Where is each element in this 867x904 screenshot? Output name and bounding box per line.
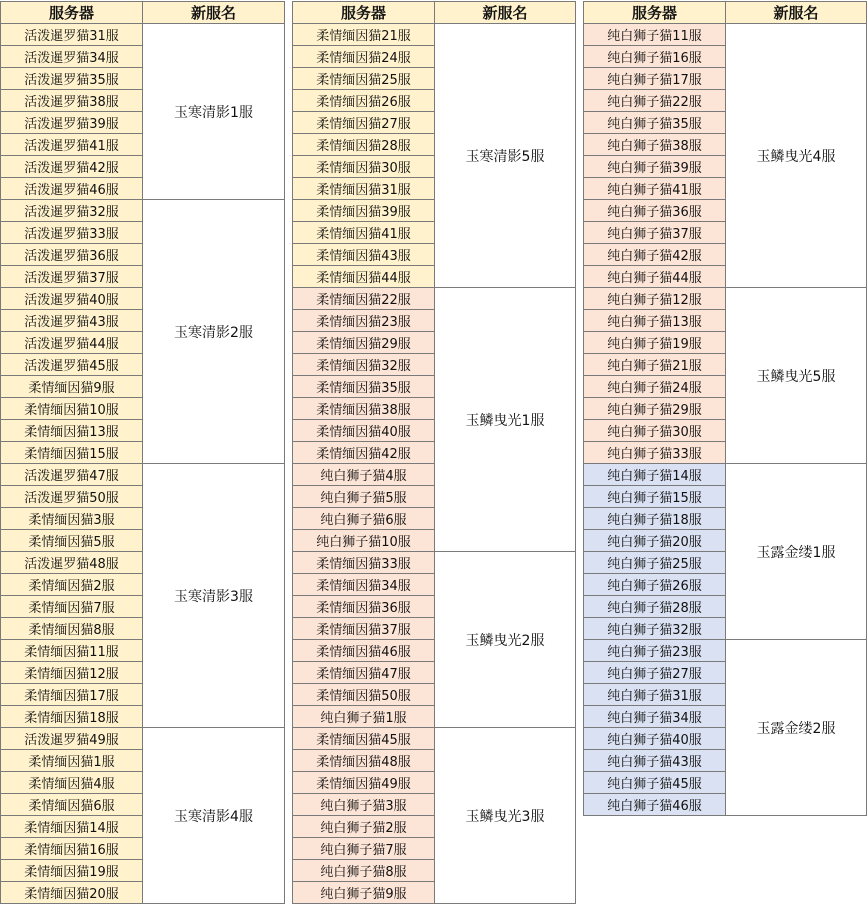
old-server-cell: 柔情缅因猫20服: [1, 882, 143, 904]
old-server-cell: 纯白狮子猫43服: [584, 750, 726, 772]
old-server-cell: 柔情缅因猫3服: [1, 508, 143, 530]
old-server-cell: 纯白狮子猫33服: [584, 442, 726, 464]
old-server-cell: 柔情缅因猫30服: [293, 156, 435, 178]
old-server-cell: 柔情缅因猫39服: [293, 200, 435, 222]
old-server-cell: 柔情缅因猫36服: [293, 596, 435, 618]
table-row: [293, 728, 576, 750]
old-server-cell: 纯白狮子猫32服: [584, 618, 726, 640]
old-server-cell: 纯白狮子猫2服: [293, 816, 435, 838]
old-server-cell: 柔情缅因猫6服: [1, 794, 143, 816]
old-server-cell: 柔情缅因猫19服: [1, 860, 143, 882]
old-server-cell: 纯白狮子猫35服: [584, 112, 726, 134]
old-server-cell: 活泼暹罗猫47服: [1, 464, 143, 486]
new-server-name-cell: 玉露金缕1服: [726, 464, 867, 640]
old-server-cell: 纯白狮子猫7服: [293, 838, 435, 860]
old-server-cell: 纯白狮子猫28服: [584, 596, 726, 618]
new-server-name-cell: 玉寒清影2服: [143, 200, 285, 464]
old-server-cell: 纯白狮子猫14服: [584, 464, 726, 486]
old-server-cell: 柔情缅因猫9服: [1, 376, 143, 398]
old-server-cell: 柔情缅因猫28服: [293, 134, 435, 156]
old-server-cell: 纯白狮子猫13服: [584, 310, 726, 332]
old-server-cell: 柔情缅因猫46服: [293, 640, 435, 662]
old-server-cell: 纯白狮子猫4服: [293, 464, 435, 486]
old-server-cell: 柔情缅因猫27服: [293, 112, 435, 134]
table-row: [584, 640, 867, 662]
old-server-cell: 柔情缅因猫50服: [293, 684, 435, 706]
old-server-cell: 柔情缅因猫45服: [293, 728, 435, 750]
old-server-cell: 柔情缅因猫15服: [1, 442, 143, 464]
old-server-cell: 柔情缅因猫13服: [1, 420, 143, 442]
new-name-column-header: 新服名: [435, 2, 576, 24]
old-server-cell: 活泼暹罗猫42服: [1, 156, 143, 178]
old-server-cell: 纯白狮子猫31服: [584, 684, 726, 706]
server-column-header: 服务器: [1, 2, 143, 24]
old-server-cell: 柔情缅因猫1服: [1, 750, 143, 772]
old-server-cell: 活泼暹罗猫43服: [1, 310, 143, 332]
old-server-cell: 柔情缅因猫26服: [293, 90, 435, 112]
old-server-cell: 柔情缅因猫37服: [293, 618, 435, 640]
old-server-cell: 活泼暹罗猫32服: [1, 200, 143, 222]
old-server-cell: 柔情缅因猫32服: [293, 354, 435, 376]
new-server-name-cell: 玉鳞曳光1服: [435, 288, 576, 552]
old-server-cell: 纯白狮子猫15服: [584, 486, 726, 508]
old-server-cell: 纯白狮子猫41服: [584, 178, 726, 200]
server-column-header: 服务器: [584, 2, 726, 24]
server-column-header: 服务器: [293, 2, 435, 24]
old-server-cell: 活泼暹罗猫40服: [1, 288, 143, 310]
new-server-name-cell: 玉鳞曳光4服: [726, 24, 867, 288]
old-server-cell: 柔情缅因猫24服: [293, 46, 435, 68]
old-server-cell: 活泼暹罗猫46服: [1, 178, 143, 200]
old-server-cell: 柔情缅因猫44服: [293, 266, 435, 288]
old-server-cell: 柔情缅因猫49服: [293, 772, 435, 794]
old-server-cell: 纯白狮子猫39服: [584, 156, 726, 178]
old-server-cell: 活泼暹罗猫34服: [1, 46, 143, 68]
old-server-cell: 纯白狮子猫40服: [584, 728, 726, 750]
old-server-cell: 柔情缅因猫41服: [293, 222, 435, 244]
new-server-name-cell: 玉鳞曳光5服: [726, 288, 867, 464]
old-server-cell: 活泼暹罗猫44服: [1, 332, 143, 354]
server-merge-table-3: [583, 1, 867, 816]
new-name-column-header: 新服名: [143, 2, 285, 24]
old-server-cell: 纯白狮子猫23服: [584, 640, 726, 662]
table-row: [1, 200, 285, 222]
old-server-cell: 柔情缅因猫14服: [1, 816, 143, 838]
old-server-cell: 活泼暹罗猫33服: [1, 222, 143, 244]
old-server-cell: 柔情缅因猫34服: [293, 574, 435, 596]
old-server-cell: 纯白狮子猫26服: [584, 574, 726, 596]
old-server-cell: 纯白狮子猫42服: [584, 244, 726, 266]
new-server-name-cell: 玉寒清影4服: [143, 728, 285, 904]
old-server-cell: 纯白狮子猫21服: [584, 354, 726, 376]
old-server-cell: 纯白狮子猫8服: [293, 860, 435, 882]
old-server-cell: 纯白狮子猫30服: [584, 420, 726, 442]
old-server-cell: 纯白狮子猫9服: [293, 882, 435, 904]
table-row: [584, 464, 867, 486]
old-server-cell: 纯白狮子猫19服: [584, 332, 726, 354]
old-server-cell: 柔情缅因猫5服: [1, 530, 143, 552]
old-server-cell: 柔情缅因猫18服: [1, 706, 143, 728]
table-row: [293, 288, 576, 310]
old-server-cell: 纯白狮子猫5服: [293, 486, 435, 508]
old-server-cell: 纯白狮子猫3服: [293, 794, 435, 816]
new-server-name-cell: 玉寒清影5服: [435, 24, 576, 288]
table-row: [1, 464, 285, 486]
old-server-cell: 纯白狮子猫24服: [584, 376, 726, 398]
old-server-cell: 纯白狮子猫34服: [584, 706, 726, 728]
old-server-cell: 活泼暹罗猫39服: [1, 112, 143, 134]
old-server-cell: 柔情缅因猫22服: [293, 288, 435, 310]
old-server-cell: 纯白狮子猫29服: [584, 398, 726, 420]
old-server-cell: 纯白狮子猫17服: [584, 68, 726, 90]
old-server-cell: 纯白狮子猫1服: [293, 706, 435, 728]
old-server-cell: 柔情缅因猫48服: [293, 750, 435, 772]
old-server-cell: 活泼暹罗猫35服: [1, 68, 143, 90]
old-server-cell: 活泼暹罗猫37服: [1, 266, 143, 288]
old-server-cell: 纯白狮子猫44服: [584, 266, 726, 288]
old-server-cell: 活泼暹罗猫31服: [1, 24, 143, 46]
old-server-cell: 柔情缅因猫31服: [293, 178, 435, 200]
old-server-cell: 纯白狮子猫18服: [584, 508, 726, 530]
old-server-cell: 活泼暹罗猫49服: [1, 728, 143, 750]
server-merge-table-2: [292, 1, 576, 904]
old-server-cell: 柔情缅因猫42服: [293, 442, 435, 464]
old-server-cell: 柔情缅因猫12服: [1, 662, 143, 684]
old-server-cell: 纯白狮子猫20服: [584, 530, 726, 552]
old-server-cell: 纯白狮子猫22服: [584, 90, 726, 112]
old-server-cell: 纯白狮子猫12服: [584, 288, 726, 310]
old-server-cell: 柔情缅因猫10服: [1, 398, 143, 420]
new-server-name-cell: 玉鳞曳光2服: [435, 552, 576, 728]
old-server-cell: 纯白狮子猫25服: [584, 552, 726, 574]
old-server-cell: 柔情缅因猫4服: [1, 772, 143, 794]
new-server-name-cell: 玉寒清影3服: [143, 464, 285, 728]
old-server-cell: 柔情缅因猫11服: [1, 640, 143, 662]
table-row: [1, 24, 285, 46]
old-server-cell: 柔情缅因猫40服: [293, 420, 435, 442]
old-server-cell: 纯白狮子猫6服: [293, 508, 435, 530]
old-server-cell: 纯白狮子猫37服: [584, 222, 726, 244]
table-row: [1, 728, 285, 750]
old-server-cell: 活泼暹罗猫48服: [1, 552, 143, 574]
old-server-cell: 活泼暹罗猫45服: [1, 354, 143, 376]
old-server-cell: 柔情缅因猫17服: [1, 684, 143, 706]
old-server-cell: 柔情缅因猫8服: [1, 618, 143, 640]
old-server-cell: 纯白狮子猫11服: [584, 24, 726, 46]
old-server-cell: 纯白狮子猫27服: [584, 662, 726, 684]
old-server-cell: 活泼暹罗猫50服: [1, 486, 143, 508]
old-server-cell: 活泼暹罗猫36服: [1, 244, 143, 266]
old-server-cell: 柔情缅因猫29服: [293, 332, 435, 354]
old-server-cell: 纯白狮子猫38服: [584, 134, 726, 156]
old-server-cell: 活泼暹罗猫38服: [1, 90, 143, 112]
old-server-cell: 柔情缅因猫23服: [293, 310, 435, 332]
old-server-cell: 柔情缅因猫33服: [293, 552, 435, 574]
server-merge-table-1: [0, 1, 285, 904]
new-server-name-cell: 玉露金缕2服: [726, 640, 867, 816]
old-server-cell: 纯白狮子猫45服: [584, 772, 726, 794]
old-server-cell: 纯白狮子猫46服: [584, 794, 726, 816]
old-server-cell: 纯白狮子猫16服: [584, 46, 726, 68]
old-server-cell: 纯白狮子猫10服: [293, 530, 435, 552]
table-row: [293, 24, 576, 46]
old-server-cell: 纯白狮子猫36服: [584, 200, 726, 222]
new-server-name-cell: 玉鳞曳光3服: [435, 728, 576, 904]
new-server-name-cell: 玉寒清影1服: [143, 24, 285, 200]
old-server-cell: 柔情缅因猫7服: [1, 596, 143, 618]
table-row: [584, 24, 867, 46]
old-server-cell: 柔情缅因猫47服: [293, 662, 435, 684]
old-server-cell: 活泼暹罗猫41服: [1, 134, 143, 156]
old-server-cell: 柔情缅因猫43服: [293, 244, 435, 266]
old-server-cell: 柔情缅因猫35服: [293, 376, 435, 398]
table-row: [293, 552, 576, 574]
old-server-cell: 柔情缅因猫16服: [1, 838, 143, 860]
old-server-cell: 柔情缅因猫38服: [293, 398, 435, 420]
table-row: [584, 288, 867, 310]
old-server-cell: 柔情缅因猫21服: [293, 24, 435, 46]
old-server-cell: 柔情缅因猫2服: [1, 574, 143, 596]
old-server-cell: 柔情缅因猫25服: [293, 68, 435, 90]
new-name-column-header: 新服名: [726, 2, 867, 24]
